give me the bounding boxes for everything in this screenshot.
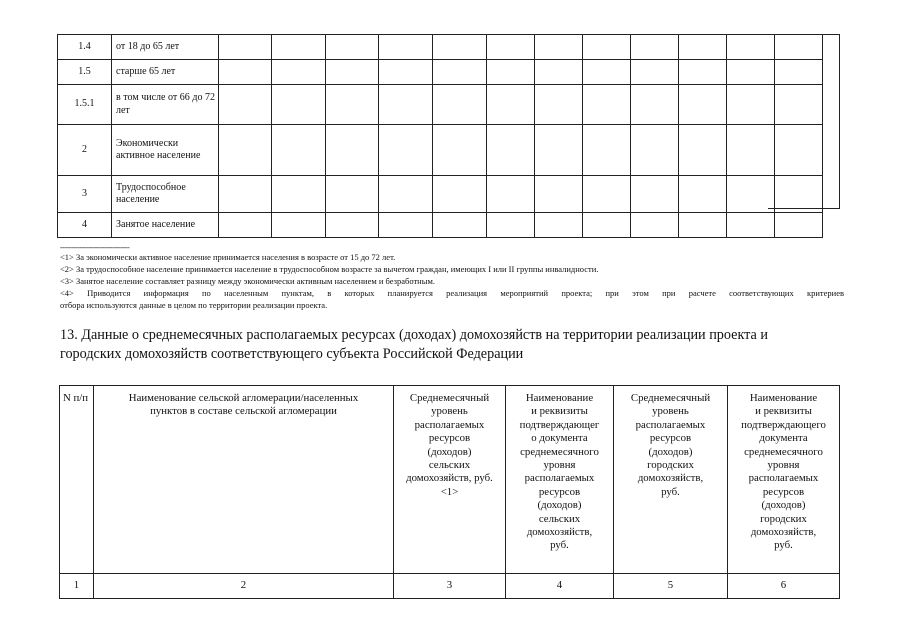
empty-value-cell <box>631 60 679 85</box>
header-line: Среднемесячный <box>630 392 711 404</box>
empty-value-cell <box>433 60 487 85</box>
income-table-index-row <box>60 574 840 599</box>
empty-value-cell <box>535 35 583 60</box>
footnote-separator: -------------------------------- <box>60 243 130 252</box>
header-line: уровня <box>543 459 576 472</box>
empty-value-cell <box>487 85 535 125</box>
empty-value-cell <box>326 125 379 176</box>
empty-value-cell <box>583 85 631 125</box>
empty-value-cell <box>379 213 433 238</box>
header-line: располагаемых <box>635 418 706 431</box>
index-cell: 2 <box>94 574 394 599</box>
population-table-row <box>58 85 823 125</box>
empty-value-cell <box>272 125 326 176</box>
index-cell: 3 <box>394 574 506 599</box>
index-cell: 4 <box>506 574 614 599</box>
header-line: руб. <box>661 485 680 498</box>
header-line: Наименование <box>525 392 594 404</box>
empty-value-cell <box>326 176 379 213</box>
header-line: домохозяйств, <box>750 526 817 539</box>
empty-value-cell <box>631 35 679 60</box>
empty-value-cell <box>535 125 583 176</box>
row-label: Экономически активное население <box>112 125 219 176</box>
population-table-row <box>58 35 823 60</box>
header-cell-settlement-name <box>94 386 394 574</box>
empty-value-cell <box>727 213 775 238</box>
empty-value-cell <box>583 125 631 176</box>
index-cell: 1 <box>60 574 94 599</box>
population-table-row <box>58 125 823 176</box>
row-label: от 18 до 65 лет <box>112 35 219 60</box>
empty-value-cell <box>379 60 433 85</box>
header-line: N п/п <box>63 392 89 404</box>
empty-value-cell <box>679 213 727 238</box>
header-line: Наименование сельской агломерации/населенных <box>128 392 359 404</box>
section-heading-line-1: 13. Данные о среднемесячных располагаемых ресурсах (доходах) домохозяйств на территории реализации проекта и <box>60 327 768 343</box>
empty-value-cell <box>219 60 272 85</box>
header-line: сельских <box>428 459 471 472</box>
header-line: уровня <box>767 459 800 472</box>
header-line: (доходов) <box>648 445 693 458</box>
empty-value-cell <box>326 85 379 125</box>
empty-value-cell <box>583 60 631 85</box>
header-line: (доходов) <box>761 499 806 512</box>
empty-value-cell <box>535 85 583 125</box>
empty-value-cell <box>775 213 823 238</box>
header-cell-rural-income <box>394 386 506 574</box>
empty-value-cell <box>535 176 583 213</box>
header-line: располагаемых <box>748 472 819 485</box>
header-line: ресурсов <box>762 485 805 498</box>
header-line: городских <box>647 459 694 472</box>
row-number: 1.5 <box>58 60 112 85</box>
empty-value-cell <box>487 176 535 213</box>
empty-value-cell <box>487 125 535 176</box>
empty-value-cell <box>583 35 631 60</box>
empty-value-cell <box>535 213 583 238</box>
row-number: 1.5.1 <box>58 85 112 125</box>
empty-value-cell <box>583 213 631 238</box>
header-line: <1> <box>440 485 459 498</box>
empty-value-cell <box>631 85 679 125</box>
empty-value-cell <box>219 125 272 176</box>
header-line: руб. <box>774 539 793 552</box>
header-line: ресурсов <box>649 432 692 445</box>
section-heading <box>60 326 850 364</box>
row-number: 1.4 <box>58 35 112 60</box>
empty-value-cell <box>679 176 727 213</box>
header-line: среднемесячного <box>744 445 823 458</box>
header-cell-urban-income <box>614 386 728 574</box>
header-cell-urban-document <box>728 386 840 574</box>
empty-value-cell <box>679 125 727 176</box>
empty-value-cell <box>219 213 272 238</box>
empty-value-cell <box>219 176 272 213</box>
header-line: и реквизиты <box>531 405 588 418</box>
header-line: городских <box>760 512 807 525</box>
footnote-4: <4> Приводится информация по населенным пунктам, в которых планируется реализация мероприятий проекта; при этом при расчете соответствующих критериев <box>60 288 844 298</box>
empty-value-cell <box>679 85 727 125</box>
index-cell: 5 <box>614 574 728 599</box>
population-table-side-cell <box>768 34 840 209</box>
empty-value-cell <box>487 35 535 60</box>
row-label: Трудоспособное население <box>112 176 219 213</box>
population-table-row <box>58 60 823 85</box>
header-line: сельских <box>538 512 581 525</box>
empty-value-cell <box>631 213 679 238</box>
header-line: ресурсов <box>428 432 471 445</box>
empty-value-cell <box>631 125 679 176</box>
header-line: (доходов) <box>427 445 472 458</box>
header-line: пунктов в составе сельской агломерации <box>150 405 337 418</box>
footnote-4-continued: отбора используются данные в целом по территории реализации проекта. <box>60 300 328 310</box>
header-line: документа <box>759 432 808 445</box>
index-cell: 6 <box>728 574 840 599</box>
header-line: уровень <box>652 405 689 418</box>
empty-value-cell <box>433 85 487 125</box>
empty-value-cell <box>272 35 326 60</box>
empty-value-cell <box>679 35 727 60</box>
empty-value-cell <box>487 213 535 238</box>
income-table <box>59 385 840 599</box>
population-table <box>57 34 823 238</box>
section-heading-line-2: городских домохозяйств соответствующего субъекта Российской Федерации <box>60 346 524 362</box>
header-line: руб. <box>550 539 569 552</box>
header-line: располагаемых <box>414 418 485 431</box>
empty-value-cell <box>379 125 433 176</box>
population-table-row <box>58 176 823 213</box>
row-number: 3 <box>58 176 112 213</box>
empty-value-cell <box>433 35 487 60</box>
header-line: Наименование <box>749 392 818 404</box>
empty-value-cell <box>379 85 433 125</box>
header-cell-rural-document <box>506 386 614 574</box>
footnote-3: <3> Занятое население составляет разницу между экономически активным населением и безработным. <box>60 276 435 286</box>
empty-value-cell <box>487 60 535 85</box>
header-line: Среднемесячный <box>409 392 490 404</box>
empty-value-cell <box>433 176 487 213</box>
header-line: уровень <box>431 405 468 418</box>
footnote-2: <2> За трудоспособное население принимается население в трудоспособном возрасте за вычетом граждан, имеющих I или II группы инвалидности. <box>60 264 599 274</box>
header-line: ресурсов <box>538 485 581 498</box>
row-label: Занятое население <box>112 213 219 238</box>
empty-value-cell <box>272 60 326 85</box>
empty-value-cell <box>583 176 631 213</box>
empty-value-cell <box>679 60 727 85</box>
header-line: о документа <box>531 432 588 445</box>
empty-value-cell <box>326 213 379 238</box>
header-line: среднемесячного <box>520 445 599 458</box>
empty-value-cell <box>379 35 433 60</box>
empty-value-cell <box>379 176 433 213</box>
row-label: старше 65 лет <box>112 60 219 85</box>
header-line: домохозяйств, руб. <box>406 472 493 485</box>
footnote-1: <1> За экономически активное население принимается населения в возрасте от 15 до 72 лет. <box>60 252 396 262</box>
income-table-header-row <box>60 386 840 574</box>
empty-value-cell <box>631 176 679 213</box>
empty-value-cell <box>433 213 487 238</box>
empty-value-cell <box>272 213 326 238</box>
empty-value-cell <box>326 60 379 85</box>
empty-value-cell <box>326 35 379 60</box>
header-line: домохозяйств, <box>526 526 593 539</box>
empty-value-cell <box>219 85 272 125</box>
empty-value-cell <box>272 85 326 125</box>
header-line: домохозяйств, <box>637 472 704 485</box>
header-line: подтверждающег <box>519 418 600 431</box>
empty-value-cell <box>433 125 487 176</box>
row-number: 4 <box>58 213 112 238</box>
row-number: 2 <box>58 125 112 176</box>
empty-value-cell <box>219 35 272 60</box>
header-line: (доходов) <box>537 499 582 512</box>
population-table-row <box>58 213 823 238</box>
empty-value-cell <box>535 60 583 85</box>
header-cell-number <box>60 386 94 574</box>
header-line: и реквизиты <box>755 405 812 418</box>
header-line: подтверждающего <box>741 418 826 431</box>
row-label: в том числе от 66 до 72 лет <box>112 85 219 125</box>
empty-value-cell <box>272 176 326 213</box>
header-line: располагаемых <box>524 472 595 485</box>
footnotes <box>60 251 844 311</box>
